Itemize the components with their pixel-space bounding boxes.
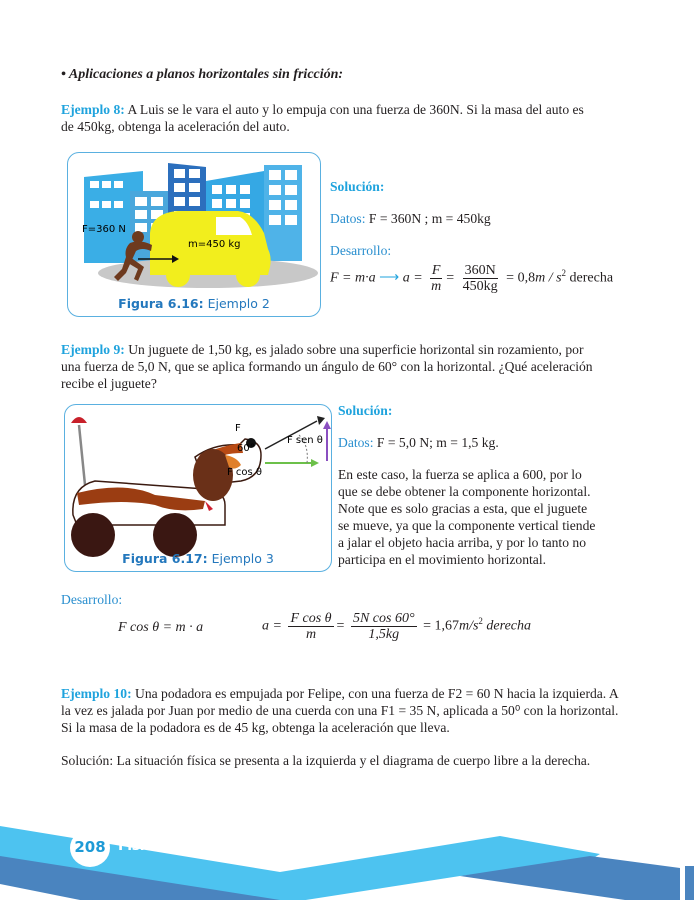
example-9-desarrollo-label: Desarrollo: <box>61 592 123 607</box>
example-9-statement: Ejemplo 9: Un juguete de 1,50 kg, es jalado sobre una superficie horizontal sin rozamiento, por una fuerza de 5,0 N, que se aplica formando un ángulo de 60° con la horizontal. ¿Qué aceleración recibe el juguete? <box>61 342 593 391</box>
book-title: Física 10º <box>118 838 193 854</box>
example-10-statement: Ejemplo 10: Una podadora es empujada por Felipe, con una fuerza de F2 = 60 N hacia la izquierda. A la vez es jalada por Juan por medio de una cuerda con una F1 = 35 N, aplicada a 50⁰ con la horizontal. Si la masa de la podadora es de 45 kg, obtenga la aceleración que lleva. <box>61 686 619 735</box>
example-8-datos: Datos: F = 360N ; m = 450kg <box>330 211 491 226</box>
force-label: F=360 N <box>82 224 126 235</box>
mass-label: m=450 kg <box>188 239 241 250</box>
example-8-equation: F = m·a ⟶ a = $\frac{F}{m}$ = $\frac{360N}{450kg}$ = $0,8m / s^2$ derecha <box>330 263 614 294</box>
example-9-equation-2: a = $\frac{\text{F cos θ}}{m}$ = $\frac{\text{5N cos 60°}}{1,5kg}$ = $1,67m/s^2$ derecha <box>262 611 531 642</box>
footer-banner <box>0 800 694 900</box>
example-9-explanation: En este caso, la fuerza se aplica a 600, por lo que se debe obtener la componente horizontal. Note que es solo gracias a esta, que el juguete se mueve, ya que la componente vertical tiende a jalar el objeto hacia arriba, y por lo tanto no participa en el movimiento horizontal. <box>338 467 596 567</box>
page-number: 208 <box>74 838 106 856</box>
car-push-illustration <box>68 153 320 316</box>
figure-6-16-caption: Figura 6.16: Ejemplo 2 <box>118 296 270 311</box>
figure-6-16 <box>67 152 321 317</box>
example-8-label: Ejemplo 8: <box>61 102 125 117</box>
force-f-label: F <box>235 423 241 434</box>
example-9-datos: Datos: F = 5,0 N; m = 1,5 kg. <box>338 435 499 450</box>
toy-dog-illustration <box>65 405 331 571</box>
example-10-solution: Solución: La situación física se presenta a la izquierda y el diagrama de cuerpo libre a la derecha. <box>61 753 591 768</box>
example-8-statement: Ejemplo 8: A Luis se le vara el auto y lo empuja con una fuerza de 360N. Si la masa del auto es de 450kg, obtenga la aceleración del auto. <box>61 102 584 134</box>
arrow-right-icon: ⟶ <box>379 270 400 286</box>
example-9-label: Ejemplo 9: <box>61 342 125 357</box>
f-cos-label: F cos θ <box>227 467 263 478</box>
section-title: • Aplicaciones a planos horizontales sin fricción: <box>61 67 344 82</box>
example-9-solution-title: Solución: <box>338 403 393 418</box>
figure-6-17 <box>64 404 332 572</box>
example-10-label: Ejemplo 10: <box>61 686 132 701</box>
angle-label: 60° <box>237 443 255 454</box>
f-sen-label: F sen θ <box>287 435 323 446</box>
example-8-desarrollo-label: Desarrollo: <box>330 243 392 258</box>
example-9-equation-1: F cos θ = m · a <box>118 620 204 635</box>
example-8-solution-title: Solución: <box>330 179 385 194</box>
figure-6-17-caption: Figura 6.17: Ejemplo 3 <box>122 551 274 566</box>
